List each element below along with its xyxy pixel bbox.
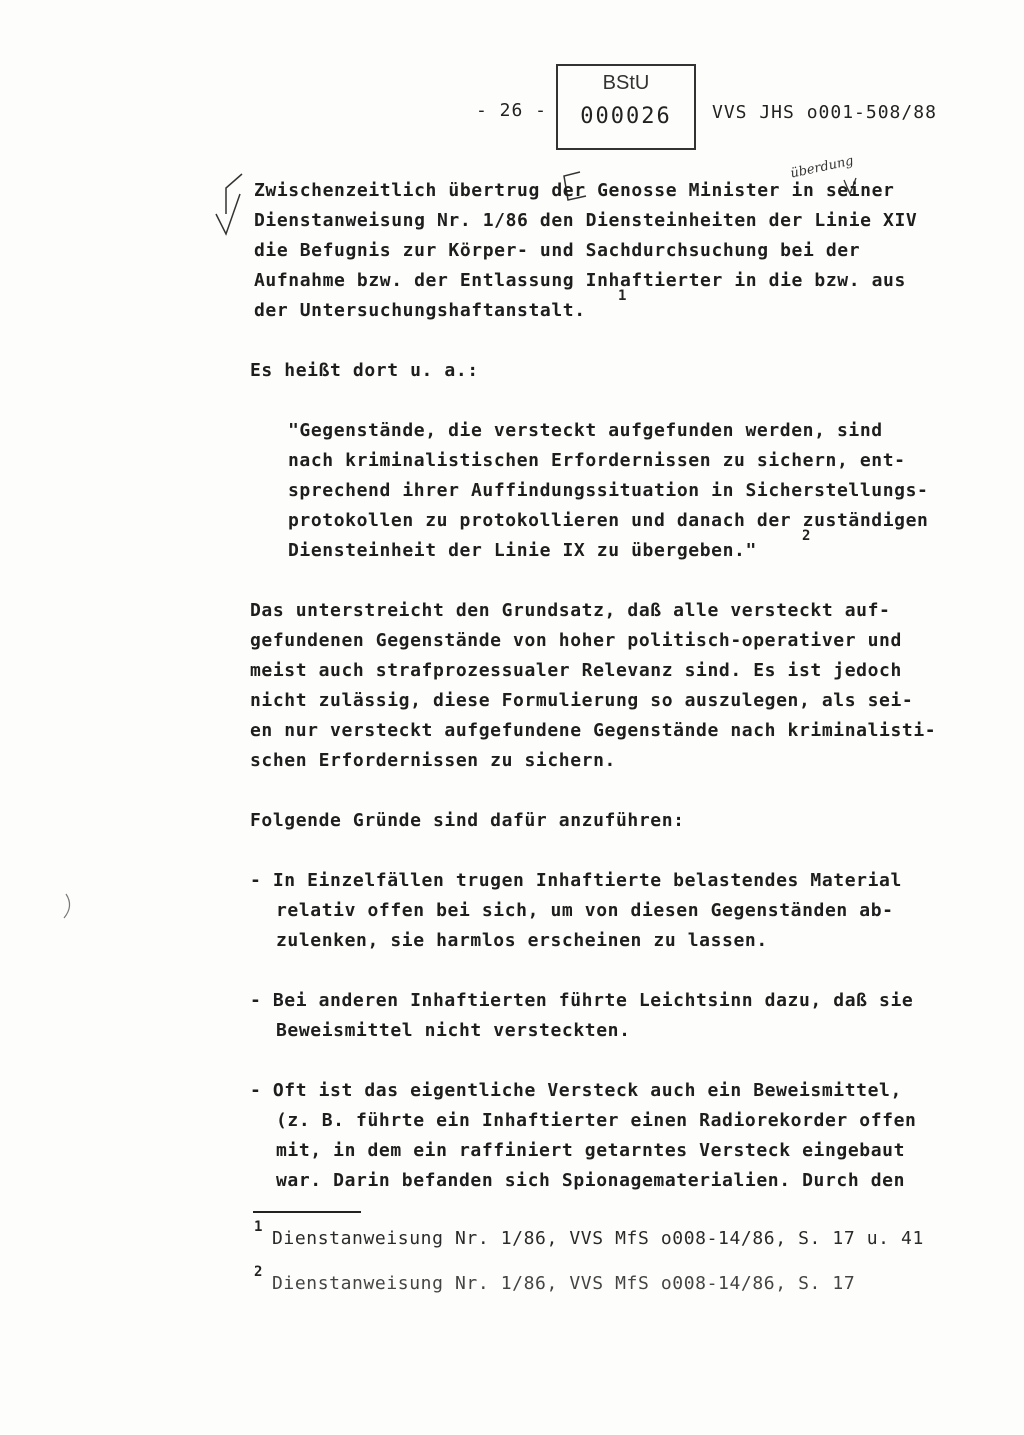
stamp-number: 000026 xyxy=(580,104,672,129)
quote-line-5: Diensteinheit der Linie IX zu übergeben." xyxy=(288,540,757,561)
handwritten-annotation: überdung xyxy=(789,153,855,182)
paragraph-3-line-3: meist auch strafprozessualer Relevanz sind. Es ist jedoch xyxy=(250,660,902,681)
bullet-1-line-1: - In Einzelfällen trugen Inhaftierte belastendes Material xyxy=(250,870,902,891)
bullet-3-line-4: war. Darin befanden sich Spionagematerialien. Durch den xyxy=(276,1170,906,1191)
reference-number: VVS JHS o001-508/88 xyxy=(712,102,937,123)
quote-line-2: nach kriminalistischen Erfordernissen zu sichern, ent- xyxy=(288,450,906,471)
margin-bracket-mark xyxy=(212,170,252,240)
paragraph-1-line-5: der Untersuchungshaftanstalt. xyxy=(254,300,586,321)
paragraph-1-line-4: Aufnahme bzw. der Entlassung Inhaftierter in die bzw. aus xyxy=(254,270,906,291)
quote-line-4: protokollen zu protokollieren und danach der zuständigen xyxy=(288,510,929,531)
footnote-2-text: Dienstanweisung Nr. 1/86, VVS MfS o008-14/86, S. 17 xyxy=(272,1273,856,1294)
paragraph-3-line-4: nicht zulässig, diese Formulierung so auszulegen, als sei- xyxy=(250,690,914,711)
page-number: - 26 - xyxy=(476,100,548,121)
stamp-label: BStU xyxy=(602,72,650,94)
paragraph-4: Folgende Gründe sind dafür anzuführen: xyxy=(250,810,685,831)
bullet-3-line-2: (z. B. führte ein Inhaftierter einen Radiorekorder offen xyxy=(276,1110,917,1131)
archive-stamp xyxy=(556,64,696,150)
quote-line-3: sprechend ihrer Auffindungssituation in Sicherstellungs- xyxy=(288,480,929,501)
bullet-3-line-3: mit, in dem ein raffiniert getarntes Versteck eingebaut xyxy=(276,1140,906,1161)
margin-smudge-mark xyxy=(60,892,80,922)
footnote-separator xyxy=(253,1211,361,1213)
paragraph-1-line-2: Dienstanweisung Nr. 1/86 den Diensteinheiten der Linie XIV xyxy=(254,210,918,231)
paragraph-3-line-2: gefundenen Gegenstände von hoher politisch-operativer und xyxy=(250,630,902,651)
quote-line-1: "Gegenstände, die versteckt aufgefunden werden, sind xyxy=(288,420,883,441)
paragraph-1-line-1: Zwischenzeitlich übertrug der Genosse Minister in seiner xyxy=(254,180,895,201)
bullet-2-line-2: Beweismittel nicht versteckten. xyxy=(276,1020,631,1041)
bullet-3-line-1: - Oft ist das eigentliche Versteck auch ein Beweismittel, xyxy=(250,1080,902,1101)
footnote-1-mark: 1 xyxy=(254,1219,263,1235)
bullet-1-line-2: relativ offen bei sich, um von diesen Gegenständen ab- xyxy=(276,900,894,921)
footnote-2-mark: 2 xyxy=(254,1264,263,1280)
bullet-2-line-1: - Bei anderen Inhaftierten führte Leichtsinn dazu, daß sie xyxy=(250,990,914,1011)
footnote-ref-2: 2 xyxy=(802,528,811,544)
paragraph-3-line-6: schen Erfordernissen zu sichern. xyxy=(250,750,616,771)
paragraph-1-line-3: die Befugnis zur Körper- und Sachdurchsuchung bei der xyxy=(254,240,861,261)
footnote-ref-1: 1 xyxy=(618,288,627,304)
paragraph-3-line-1: Das unterstreicht den Grundsatz, daß alle versteckt auf- xyxy=(250,600,891,621)
paragraph-3-line-5: en nur versteckt aufgefundene Gegenstände nach kriminalisti- xyxy=(250,720,937,741)
paragraph-2: Es heißt dort u. a.: xyxy=(250,360,479,381)
footnote-1-text: Dienstanweisung Nr. 1/86, VVS MfS o008-14/86, S. 17 u. 41 xyxy=(272,1228,924,1249)
bullet-1-line-3: zulenken, sie harmlos erscheinen zu lassen. xyxy=(276,930,768,951)
